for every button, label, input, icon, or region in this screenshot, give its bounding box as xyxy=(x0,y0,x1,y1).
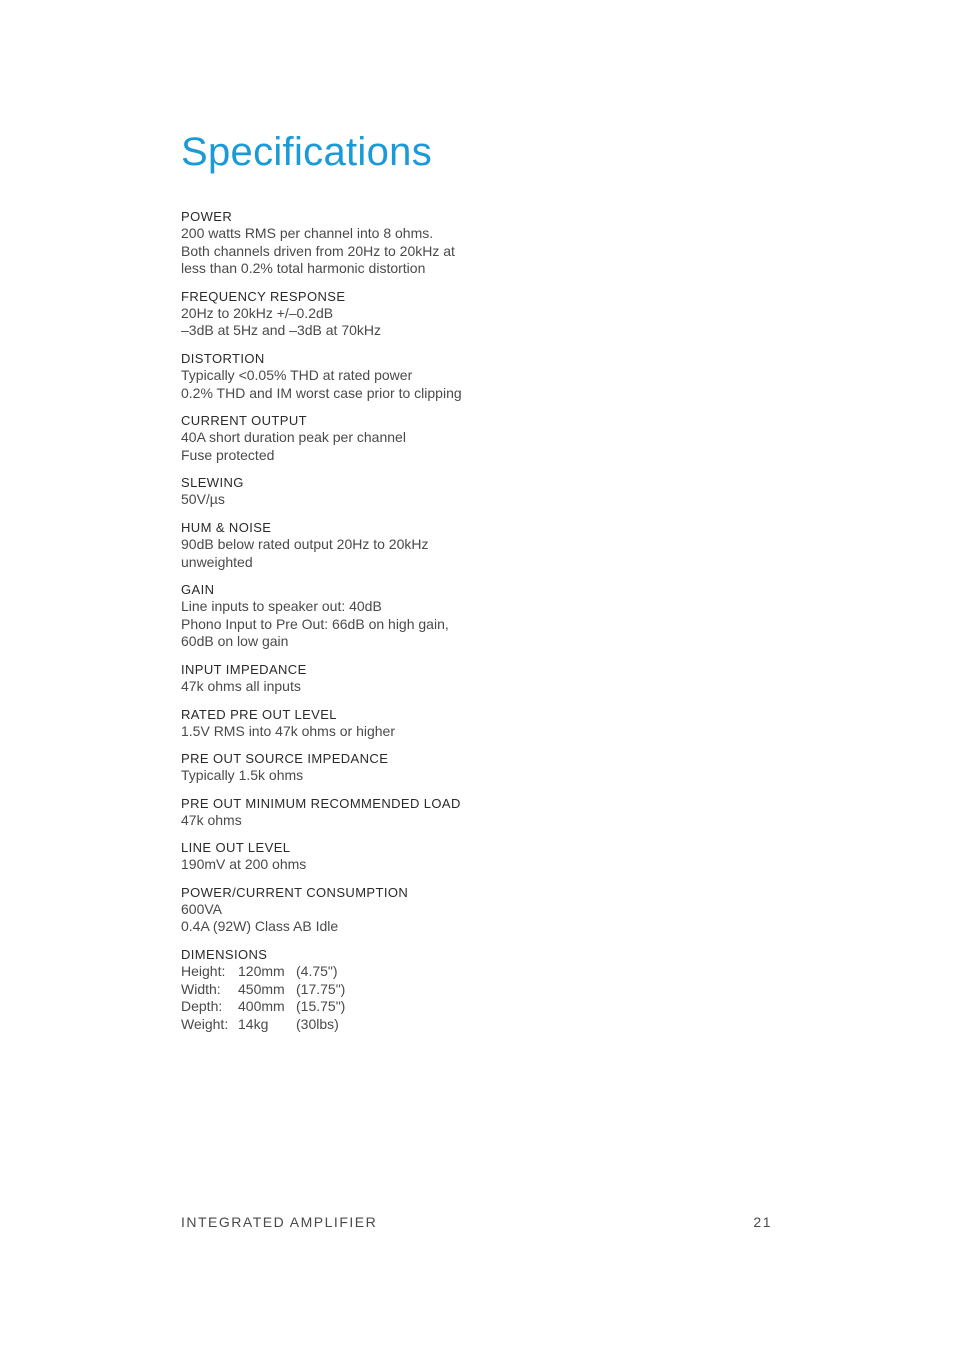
spec-line: 47k ohms all inputs xyxy=(181,677,301,694)
spec-line: 47k ohms xyxy=(181,811,242,828)
spec-heading: POWER xyxy=(181,209,233,224)
spec-section-pre-out-min-load xyxy=(181,795,601,830)
spec-heading: HUM & NOISE xyxy=(181,519,272,535)
spec-line: less than 0.2% total harmonic distortion xyxy=(181,260,426,277)
dimension-imperial: (15.75") xyxy=(296,998,346,1015)
footer-page-number: 21 xyxy=(753,1214,772,1230)
dimension-row-width xyxy=(181,981,345,999)
spec-line: 190mV at 200 ohms xyxy=(181,856,307,873)
spec-line: –3dB at 5Hz and –3dB at 70kHz xyxy=(181,322,382,339)
dimension-metric: 14kg xyxy=(238,1015,269,1032)
spec-heading: INPUT IMPEDANCE xyxy=(181,661,307,677)
dimensions-table xyxy=(181,963,345,1033)
dimension-metric: 120mm xyxy=(238,963,285,980)
spec-heading: CURRENT OUTPUT xyxy=(181,413,307,429)
dimension-metric: 450mm xyxy=(238,980,285,997)
spec-heading: FREQUENCY RESPONSE xyxy=(181,288,346,304)
dimension-row-depth xyxy=(181,998,345,1016)
spec-section-distortion xyxy=(181,350,601,402)
spec-line: 90dB below rated output 20Hz to 20kHz xyxy=(181,535,429,552)
spec-heading: DIMENSIONS xyxy=(181,947,268,963)
spec-line: 200 watts RMS per channel into 8 ohms. xyxy=(181,225,434,241)
spec-section-frequency-response xyxy=(181,288,601,340)
spec-section-gain xyxy=(181,581,601,651)
spec-section-power-consumption xyxy=(181,884,601,936)
dimension-label: Width: xyxy=(181,980,221,997)
spec-line: Phono Input to Pre Out: 66dB on high gain, xyxy=(181,615,449,632)
dimension-label: Height: xyxy=(181,963,226,980)
spec-section-power xyxy=(181,208,601,278)
spec-section-rated-pre-out-level xyxy=(181,706,601,741)
spec-heading: LINE OUT LEVEL xyxy=(181,840,291,856)
spec-line: Fuse protected xyxy=(181,446,275,463)
spec-line: Line inputs to speaker out: 40dB xyxy=(181,598,382,615)
spec-line: 0.2% THD and IM worst case prior to clipping xyxy=(181,384,462,401)
spec-heading: DISTORTION xyxy=(181,350,265,366)
spec-list xyxy=(181,208,601,1043)
spec-heading: POWER/CURRENT CONSUMPTION xyxy=(181,884,409,900)
spec-line: 0.4A (92W) Class AB Idle xyxy=(181,918,339,935)
spec-section-line-out-level xyxy=(181,839,601,874)
dimension-imperial: (30lbs) xyxy=(296,1015,339,1032)
spec-line: Typically <0.05% THD at rated power xyxy=(181,366,413,383)
spec-heading: SLEWING xyxy=(181,475,244,491)
spec-line: 20Hz to 20kHz +/–0.2dB xyxy=(181,304,334,321)
spec-section-slewing xyxy=(181,474,601,509)
dimension-imperial: (17.75") xyxy=(296,980,346,997)
spec-heading: RATED PRE OUT LEVEL xyxy=(181,706,337,722)
dimension-imperial: (4.75") xyxy=(296,963,338,980)
dimension-metric: 400mm xyxy=(238,998,285,1015)
spec-section-pre-out-source-impedance xyxy=(181,750,601,785)
dimension-row-weight xyxy=(181,1016,345,1034)
spec-heading: PRE OUT SOURCE IMPEDANCE xyxy=(181,751,389,767)
spec-section-current-output xyxy=(181,412,601,464)
dimension-row-height xyxy=(181,963,345,981)
spec-line: 600VA xyxy=(181,900,222,917)
spec-heading: GAIN xyxy=(181,582,215,598)
page-title: Specifications xyxy=(181,130,432,174)
dimension-label: Depth: xyxy=(181,998,223,1015)
dimension-label: Weight: xyxy=(181,1015,229,1032)
spec-section-input-impedance xyxy=(181,661,601,696)
spec-line: 50V/µs xyxy=(181,491,225,508)
spec-section-hum-noise xyxy=(181,519,601,571)
spec-line: 40A short duration peak per channel xyxy=(181,429,406,446)
spec-line: Both channels driven from 20Hz to 20kHz at xyxy=(181,242,455,259)
spec-section-dimensions xyxy=(181,946,601,1033)
spec-line: unweighted xyxy=(181,553,253,570)
spec-heading: PRE OUT MINIMUM RECOMMENDED LOAD xyxy=(181,795,461,811)
spec-line: 60dB on low gain xyxy=(181,633,289,650)
footer-product-name: INTEGRATED AMPLIFIER xyxy=(181,1214,378,1230)
spec-line: 1.5V RMS into 47k ohms or higher xyxy=(181,722,395,739)
spec-line: Typically 1.5k ohms xyxy=(181,767,304,784)
